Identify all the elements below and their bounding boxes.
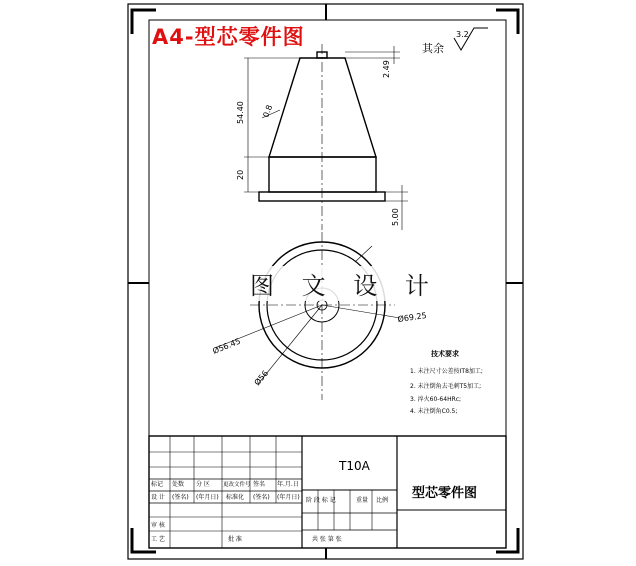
tb-row2-c6: (年月日) (277, 494, 300, 501)
sheets-label: 共 张 第 张 (312, 536, 342, 543)
tb-row1-c5: 签名 (253, 481, 266, 488)
audit-label: 审 核 (151, 522, 165, 529)
dim-top-small: 2.49 (382, 60, 391, 78)
tb-row2-c4: 标准化 (226, 494, 245, 501)
dim-height-total: 54.40 (236, 101, 245, 124)
tb-row1-c2: 处数 (172, 481, 185, 488)
tb-row1-c3: 分 区 (196, 481, 210, 488)
note-1: 1. 未注尺寸公差按IT8加工; (410, 368, 483, 375)
dim-height-base: 20 (236, 169, 245, 180)
note-4: 4. 未注倒角C0.5; (410, 408, 458, 415)
process-label: 工 艺 (151, 536, 165, 543)
page-title: A4-型芯零件图 (152, 25, 305, 49)
dim-diam-mid: Ø69.25 (397, 311, 428, 324)
dim-angle: 0.8 (261, 103, 275, 119)
part-name-text: 型芯零件图 (412, 486, 478, 501)
tb-row1-c4: 更改文件号 (223, 482, 251, 488)
watermark-text: 图 文 设 计 (246, 266, 443, 301)
tb-row2-c5: (签名) (253, 494, 270, 501)
tb-row1-c1: 标记 (151, 481, 164, 488)
dim-diam-inner: Ø56 (252, 368, 271, 388)
note-2: 2. 未注倒角去毛刺T5加工; (410, 383, 482, 390)
dim-diam-outer: Ø56.45 (211, 336, 242, 356)
notes-title: 技术要求 (431, 350, 459, 358)
material-text: T10A (339, 459, 370, 473)
stage-label: 阶 段 标 记 (306, 497, 336, 504)
title-block-text (151, 459, 477, 543)
tb-row1-c6: 年.月.日 (277, 481, 299, 488)
roughness-label: 其余 (422, 42, 444, 55)
roughness-value: 3.2 (456, 30, 469, 39)
tb-row2-c1: 设 计 (151, 494, 165, 501)
tb-row2-c3: (年月日) (196, 494, 219, 501)
front-view (259, 44, 385, 230)
scale-label: 比例 (376, 497, 389, 504)
top-view (215, 232, 400, 400)
note-3: 3. 淬火60-64HRc; (410, 396, 462, 403)
weight-label: 重量 (356, 497, 369, 504)
dim-thickness: 5.00 (391, 208, 400, 226)
approve-label: 批 准 (228, 536, 242, 543)
technical-notes (410, 349, 483, 415)
tb-row2-c2: (签名) (172, 494, 189, 501)
